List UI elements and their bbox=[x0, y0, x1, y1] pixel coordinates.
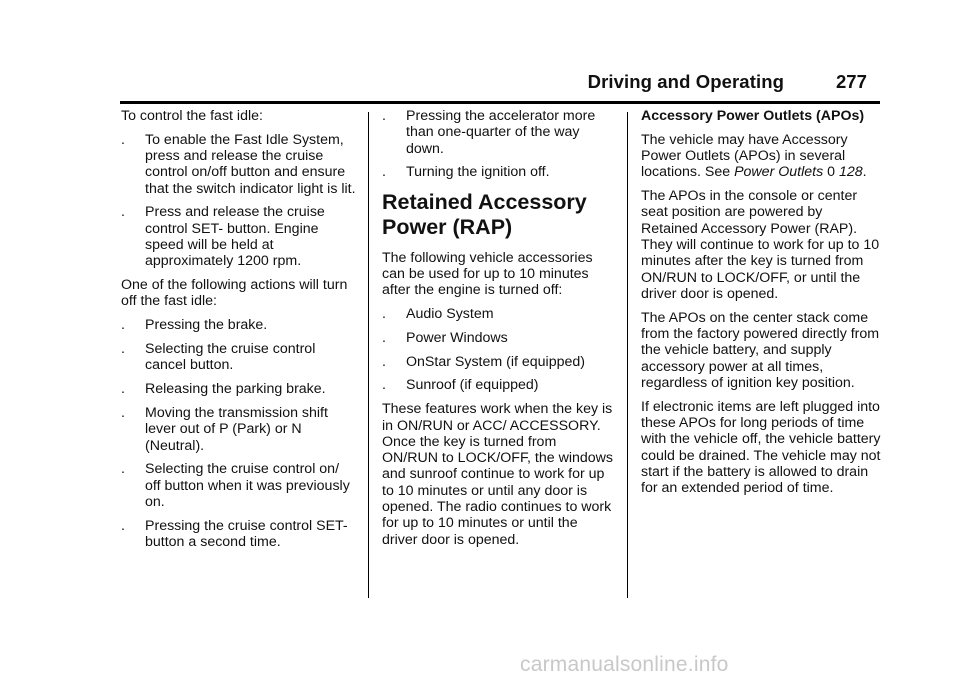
list-item-text: Pressing the cruise control SET- button a second time. bbox=[145, 517, 348, 551]
bullet-list bbox=[121, 317, 357, 550]
section-heading: Retained Accessory Power (RAP) bbox=[382, 189, 587, 240]
paragraph: The APOs in the console or center seat position are powered by Retained Accessory Power (RAP). They will continue to work for up to 10 minutes after the key is turned from ON/RUN to LOCK/OFF, or until the driver door is opened. bbox=[641, 188, 880, 302]
paragraph: The following vehicle accessories can be used for up to 10 minutes after the engine is turned off: bbox=[382, 249, 593, 299]
bullet-marker: . bbox=[121, 517, 125, 534]
bullet-marker: . bbox=[382, 377, 386, 394]
list-item-text: Sunroof (if equipped) bbox=[406, 377, 539, 394]
paragraph-end: . bbox=[862, 164, 867, 181]
list-item bbox=[121, 204, 357, 269]
paragraph: The APOs on the center stack come from the factory powered directly from the vehicle battery, and supply accessory power at all times, regardless of ignition key position. bbox=[641, 309, 880, 391]
bullet-marker: . bbox=[121, 131, 125, 148]
list-item bbox=[382, 354, 616, 370]
bullet-marker: . bbox=[382, 164, 386, 181]
column-divider bbox=[368, 112, 369, 598]
bullet-marker: . bbox=[382, 329, 386, 346]
list-item bbox=[121, 405, 357, 454]
column-1 bbox=[121, 108, 357, 558]
bullet-list bbox=[382, 306, 616, 394]
list-item bbox=[382, 306, 616, 322]
bullet-marker: . bbox=[121, 317, 125, 334]
list-item bbox=[382, 164, 616, 180]
column-divider bbox=[627, 112, 628, 598]
list-item-text: Releasing the parking brake. bbox=[145, 381, 326, 398]
list-item-text: Moving the transmission shift lever out of P (Park) or N (Neutral). bbox=[145, 404, 328, 454]
list-item-text: Pressing the brake. bbox=[145, 317, 268, 334]
list-item bbox=[382, 108, 616, 157]
watermark: carmanualsonline.info bbox=[520, 653, 729, 676]
bullet-marker: . bbox=[121, 341, 125, 358]
bullet-marker: . bbox=[382, 306, 386, 323]
bullet-marker: . bbox=[121, 381, 125, 398]
list-item bbox=[121, 381, 357, 397]
list-item bbox=[121, 132, 357, 197]
list-item-text: Turning the ignition off. bbox=[406, 164, 550, 181]
paragraph: To control the fast idle: bbox=[121, 108, 263, 124]
list-item-text: To enable the Fast Idle System, press and release the cruise control on/off button and ensure that the switch indicator light is lit. bbox=[145, 131, 356, 197]
bullet-marker: . bbox=[382, 353, 386, 370]
list-item-text: Selecting the cruise control cancel button. bbox=[145, 341, 316, 374]
list-item bbox=[121, 341, 357, 374]
paragraph: If electronic items are left plugged into these APOs for long periods of time with the vehicle off, the vehicle battery could be drained. The vehicle may not start if the battery is allowed to drain for an extended period of time. bbox=[641, 398, 881, 497]
header-rule bbox=[120, 101, 880, 104]
column-2 bbox=[382, 108, 616, 555]
paragraph bbox=[641, 132, 881, 181]
list-item-text: Pressing the accelerator more than one-quarter of the way down. bbox=[406, 108, 596, 157]
paragraph: One of the following actions will turn off the fast idle: bbox=[121, 277, 348, 310]
section-title: Driving and Operating bbox=[587, 71, 784, 92]
column-3 bbox=[641, 108, 881, 504]
subsection-heading: Accessory Power Outlets (APOs) bbox=[641, 108, 865, 124]
list-item bbox=[121, 461, 357, 510]
list-item bbox=[121, 317, 357, 333]
paragraph: These features work when the key is in ON/RUN or ACC/ ACCESSORY. Once the key is turned from ON/RUN to LOCK/OFF, the windows and sunroof continue to work for up to 10 minutes or until any door is opened. The radio continues to work for up to 10 minutes or until the driver door is opened. bbox=[382, 401, 614, 548]
cross-reference-page[interactable]: 128 bbox=[838, 164, 863, 181]
list-item-text: Selecting the cruise control on/ off button when it was previously on. bbox=[145, 461, 350, 510]
bullet-list bbox=[382, 108, 616, 181]
list-item-text: OnStar System (if equipped) bbox=[406, 353, 585, 370]
cross-reference-link[interactable]: Power Outlets bbox=[734, 164, 824, 181]
page-ref-arrow-icon: 0 bbox=[827, 164, 836, 181]
bullet-marker: . bbox=[121, 204, 125, 221]
bullet-marker: . bbox=[382, 108, 386, 124]
list-item-text: Audio System bbox=[406, 306, 494, 323]
bullet-marker: . bbox=[121, 461, 125, 478]
bullet-list bbox=[121, 132, 357, 270]
list-item bbox=[382, 377, 616, 393]
list-item-text: Power Windows bbox=[406, 329, 508, 346]
bullet-marker: . bbox=[121, 404, 125, 421]
list-item-text: Press and release the cruise control SET- button. Engine speed will be held at approximately 1200 rpm. bbox=[145, 204, 325, 270]
paragraph-text: The vehicle may have Accessory Power Outlets (APOs) in several locations. See bbox=[641, 131, 848, 181]
list-item bbox=[382, 330, 616, 346]
list-item bbox=[121, 518, 357, 551]
page-number: 277 bbox=[836, 71, 867, 92]
